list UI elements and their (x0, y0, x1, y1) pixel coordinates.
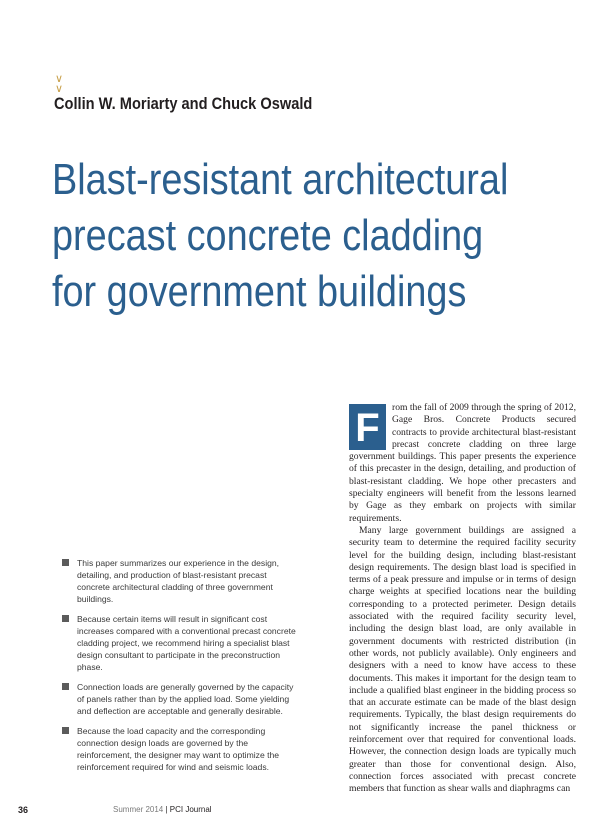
square-bullet-icon (62, 559, 69, 566)
issue-label: Summer 2014 (113, 805, 164, 814)
summary-bullet (62, 613, 300, 673)
author-byline: Collin W. Moriarty and Chuck Oswald (54, 94, 313, 113)
page-number: 36 (18, 805, 29, 815)
summary-bullet (62, 557, 300, 605)
bullet-text: Because the load capacity and the corresponding connection design loads are governed by the reinforcement, the designer may want to optimize the reinforcement required for wind and seismic loads. (77, 726, 280, 772)
square-bullet-icon (62, 683, 69, 690)
summary-bullet (62, 681, 300, 717)
journal-footer (113, 805, 212, 814)
chevron-down-icon: ∨ (55, 72, 64, 85)
journal-name: | PCI Journal (165, 805, 212, 814)
drop-cap: F (349, 404, 386, 450)
summary-bullet (62, 725, 300, 773)
body-text-column (349, 402, 576, 796)
chevron-down-icon: ∨ (55, 82, 64, 95)
bullet-text: This paper summarizes our experience in the design, detailing, and production of blast-resistant precast concrete architectural cladding of three government buildings. (77, 558, 280, 604)
title-line: Blast-resistant architectural (52, 155, 509, 204)
paragraph-text: rom the fall of 2009 through the spring of 2012, Gage Bros. Concrete Products secured contracts to provide architectural blast-resistant precast concrete cladding on three large government buildings. This paper presents the experience of this precaster in the design, detailing, and production of blast-resistant cladding. We hope other precasters and specialty engineers will benefit from the lessons learned by Gage as they embark on projects with similar requirements. (349, 402, 576, 524)
square-bullet-icon (62, 615, 69, 622)
bullet-text: Connection loads are generally governed by the capacity of panels rather than by the applied load. Some yielding and deflection are acceptable and generally desirable. (77, 682, 294, 716)
bullet-text: Because certain items will result in significant cost increases compared with a conventional precast concrete cladding project, we recommend hiring a specialist blast design consultant to participate in the preconstruction phase. (77, 614, 296, 672)
square-bullet-icon (62, 727, 69, 734)
title-line: precast concrete cladding (52, 211, 484, 260)
article-title (52, 152, 508, 320)
body-paragraph: Many large government buildings are assigned a security team to determine the required facility security level for the building design, including blast-resistant design requirements. The design blast load is specified in terms of a peak pressure and impulse or in terms of design charge weights at specified locations near the building corresponding to a protected perimeter. Design details associated with the required facility security level, including the design blast load, are only available in government documents with restricted distribution (in other words, not publicly available). Only engineers and designers with a need to know have access to these documents. This makes it important for the design team to include a qualified blast engineer in the bidding process so that an accurate estimate can be made of the blast design requirements. Typically, the blast design requirements do not significantly increase the panel thickness or reinforcement over that required for conventional loads. However, the connection design loads are typically much greater than those for conventional design. Also, connection forces associated with precast concrete members that function as shear walls and diaphragms can (349, 524, 576, 795)
summary-bullet-list (62, 557, 300, 781)
body-paragraph (349, 402, 576, 525)
title-line: for government buildings (52, 267, 467, 316)
